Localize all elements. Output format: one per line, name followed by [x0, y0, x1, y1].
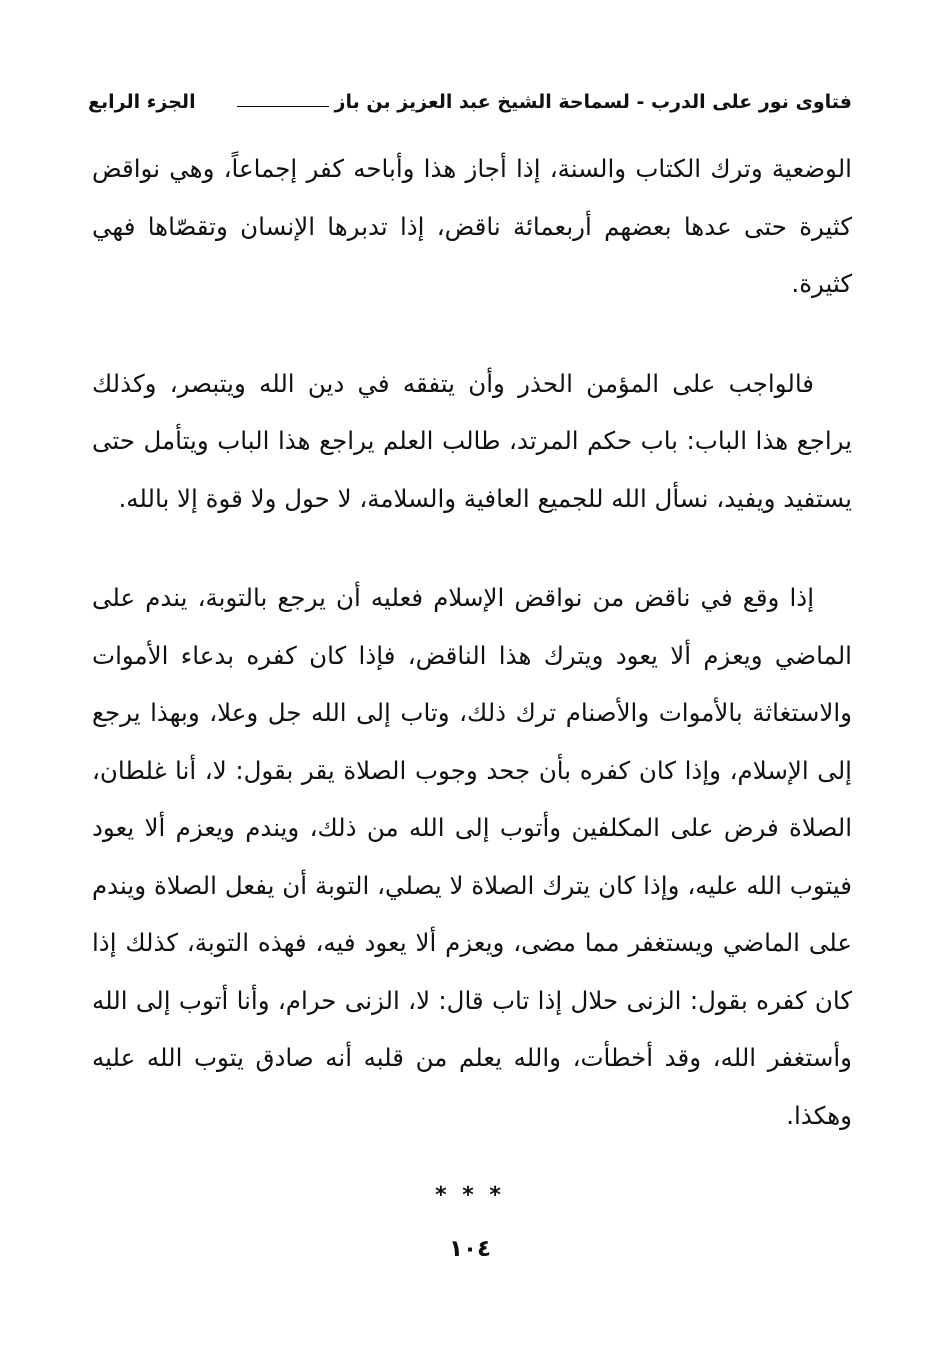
body-text	[92, 140, 852, 1144]
running-header	[88, 82, 852, 122]
book-title: فتاوى نور على الدرب - لسماحة الشيخ عبد العزيز بن باز	[334, 91, 852, 113]
page-number: ١٠٤	[448, 1236, 492, 1262]
header-rule	[237, 106, 329, 107]
paragraph-repentance: إذا وقع في ناقض من نواقض الإسلام فعليه أن يرجع بالتوبة، يندم على الماضي ويعزم ألا يعود ويترك هذا الناقض، فإذا كان كفره بدعاء الأموات والاستغاثة بالأموات والأصنام ترك ذلك، وتاب إلى الله جل وعلا، وبهذا يرجع إلى الإسلام، وإذا كان كفره بأن جحد وجوب الصلاة يقر بقول: لا، أنا غلطان، الصلاة فرض على المكلفين وأتوب إلى الله من ذلك، ويندم ويعزم ألا يعود فيتوب الله عليه، وإذا كان يترك الصلاة لا يصلي، التوبة أن يفعل الصلاة ويندم على الماضي ويستغفر مما مضى، ويعزم ألا يعود فيه، فهذه التوبة، كذلك إذا كان كفره بقول: الزنى حلال إذا تاب قال: لا، الزنى حرام، وأنا أتوب إلى الله وأستغفر الله، وقد أخطأت، والله يعلم من قلبه أنه صادق يتوب الله عليه وهكذا.	[92, 583, 852, 1130]
part-label: الجزء الرابع	[88, 91, 196, 113]
paragraph-continuation: الوضعية وترك الكتاب والسنة، إذا أجاز هذا وأباحه كفر إجماعاً، وهي نواقض كثيرة حتى عدها بعضهم أربعمائة ناقض، إذا تدبرها الإنسان وتقصّاها فهي كثيرة.	[92, 154, 852, 298]
paragraph-obligation: فالواجب على المؤمن الحذر وأن يتفقه في دين الله ويتبصر، وكذلك يراجع هذا الباب: باب حكم المرتد، طالب العلم يراجع هذا الباب ويتأمل حتى يستفيد ويفيد، نسأل الله للجميع العافية والسلامة، لا حول ولا قوة إلا بالله.	[92, 368, 852, 513]
section-separator: * * *	[435, 1183, 505, 1208]
